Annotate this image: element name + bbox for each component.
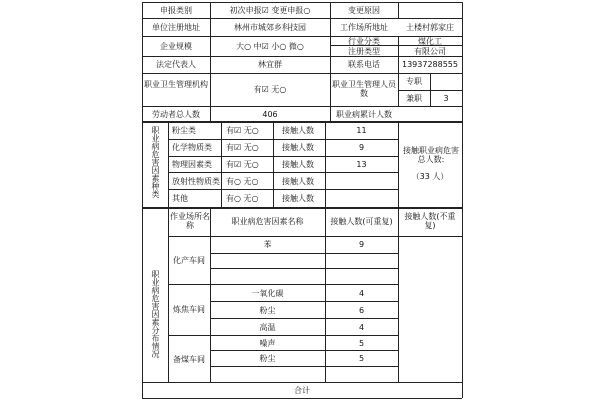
report-type-label: 申报类别 <box>160 6 192 15</box>
grid-line <box>168 236 462 237</box>
grid-line <box>168 189 398 190</box>
grid-line <box>398 2 399 18</box>
factor-count: 5 <box>358 354 365 363</box>
scale-value: 大○ 中☑ 小○ 微○ <box>236 42 304 51</box>
industry-value: 煤化工 <box>418 37 442 46</box>
grid-line <box>210 301 398 302</box>
factor-name: 粉尘 <box>259 306 276 315</box>
hazard-type-name: 粉尘类 <box>172 126 196 135</box>
factor-name: 粉尘 <box>259 354 276 363</box>
distribution-section-label: 职业病危害因素分布情况 <box>151 270 160 358</box>
phone-label: 联系电话 <box>348 60 380 69</box>
workplace-name: 化产车间 <box>173 256 205 265</box>
hazard-type-presence: 有☑ 无○ <box>226 126 259 135</box>
grid-line <box>142 18 462 19</box>
col-count2-header: 接触人数(不重复) <box>404 212 456 230</box>
hazard-type-presence: 有☑ 无○ <box>226 143 259 152</box>
hazard-count-label: 接触人数 <box>282 143 314 152</box>
health-org-value: 有☑ 无○ <box>253 85 287 94</box>
factor-name: 噪声 <box>259 339 276 348</box>
reg-type-value: 有限公司 <box>414 47 446 56</box>
factor-count: 6 <box>358 306 365 315</box>
factor-name: 高温 <box>259 323 276 332</box>
grid-line <box>210 268 398 269</box>
report-type-value: 初次申报☑ 变更申报○ <box>229 6 311 15</box>
grid-line <box>142 382 462 383</box>
hazard-type-presence: 有☑ 无○ <box>226 160 259 169</box>
legal-rep-value: 林宜群 <box>258 60 282 69</box>
hazard-type-name: 其他 <box>172 194 188 203</box>
grid-line <box>168 335 398 336</box>
hazard-types-section-label: 职业病危害因素种类 <box>151 126 160 198</box>
workplace-name: 备煤车间 <box>173 355 205 364</box>
workplace-name: 炼焦车间 <box>173 305 205 314</box>
unit-address-label: 单位注册地址 <box>152 23 200 32</box>
fulltime-label: 专职 <box>406 77 422 86</box>
scale-label: 企业规模 <box>160 42 192 51</box>
grid-line <box>168 156 398 157</box>
work-address-label: 工作场所地址 <box>340 23 388 32</box>
legal-rep-label: 法定代表人 <box>156 60 196 69</box>
distribution-total-label: 合计 <box>294 386 310 395</box>
grid-line <box>142 56 462 57</box>
reg-type-label: 注册类型 <box>348 47 380 56</box>
hazard-total-label: 接触职业病危害总人数: <box>403 146 459 164</box>
col-workplace-header: 作业场所名称 <box>170 212 210 230</box>
col-factor-header: 职业病危害因素名称 <box>231 217 304 226</box>
hazard-count-value: 11 <box>356 126 367 135</box>
factor-name: 苯 <box>263 240 272 249</box>
grid-line <box>273 121 274 207</box>
hazard-type-name: 化学物质类 <box>172 143 212 152</box>
factor-count: 4 <box>358 289 365 298</box>
parttime-label: 兼职 <box>406 94 422 103</box>
hazard-count-label: 接触人数 <box>282 177 314 186</box>
hazard-count-label: 接触人数 <box>282 194 314 203</box>
grid-line <box>142 398 462 399</box>
workers-value: 406 <box>262 110 278 119</box>
change-reason-label: 变更原因 <box>348 6 380 15</box>
grid-line <box>142 121 462 123</box>
grid-line <box>142 73 462 74</box>
health-org-label: 职业卫生管理机构 <box>144 80 208 89</box>
hazard-count-label: 接触人数 <box>282 160 314 169</box>
grid-line <box>210 253 398 254</box>
hazard-type-presence: 有○ 无○ <box>226 177 259 186</box>
grid-line <box>168 172 398 173</box>
grid-line <box>398 121 399 207</box>
grid-line <box>210 350 398 351</box>
grid-line <box>168 121 169 382</box>
work-address-value: 土楼村郭家庄 <box>406 23 454 32</box>
hazard-count-value: 13 <box>356 160 367 169</box>
grid-line <box>398 207 399 382</box>
grid-line <box>142 207 462 209</box>
health-staff-label: 职业卫生管理人员数 <box>332 80 396 98</box>
patients-label: 职业病累计人数 <box>336 110 392 119</box>
industry-label: 行业分类 <box>348 37 380 46</box>
hazard-type-name: 放射性物质类 <box>172 177 220 186</box>
grid-line <box>142 2 462 3</box>
grid-line <box>221 121 222 207</box>
factor-count: 5 <box>358 339 365 348</box>
grid-line <box>210 318 398 319</box>
hazard-total-value: （33 人） <box>411 172 449 181</box>
col-count-header: 接触人数(可重复) <box>330 217 393 226</box>
workers-label: 劳动者总人数 <box>152 110 200 119</box>
grid-line <box>210 366 398 367</box>
hazard-count-label: 接触人数 <box>282 126 314 135</box>
factor-count: 9 <box>358 240 365 249</box>
grid-line <box>168 284 398 285</box>
hazard-count-value: 9 <box>358 143 365 152</box>
unit-address-value: 林州市城郊乡科技园 <box>234 23 306 32</box>
factor-name: 一氧化碳 <box>251 289 284 298</box>
phone-value: 13937288555 <box>402 60 458 69</box>
grid-line <box>168 139 398 140</box>
hazard-type-presence: 有○ 无○ <box>226 194 259 203</box>
parttime-value: 3 <box>443 94 449 103</box>
factor-count: 4 <box>358 323 365 332</box>
grid-line <box>142 106 462 107</box>
hazard-type-name: 物理因素类 <box>172 160 212 169</box>
grid-line <box>462 2 463 398</box>
